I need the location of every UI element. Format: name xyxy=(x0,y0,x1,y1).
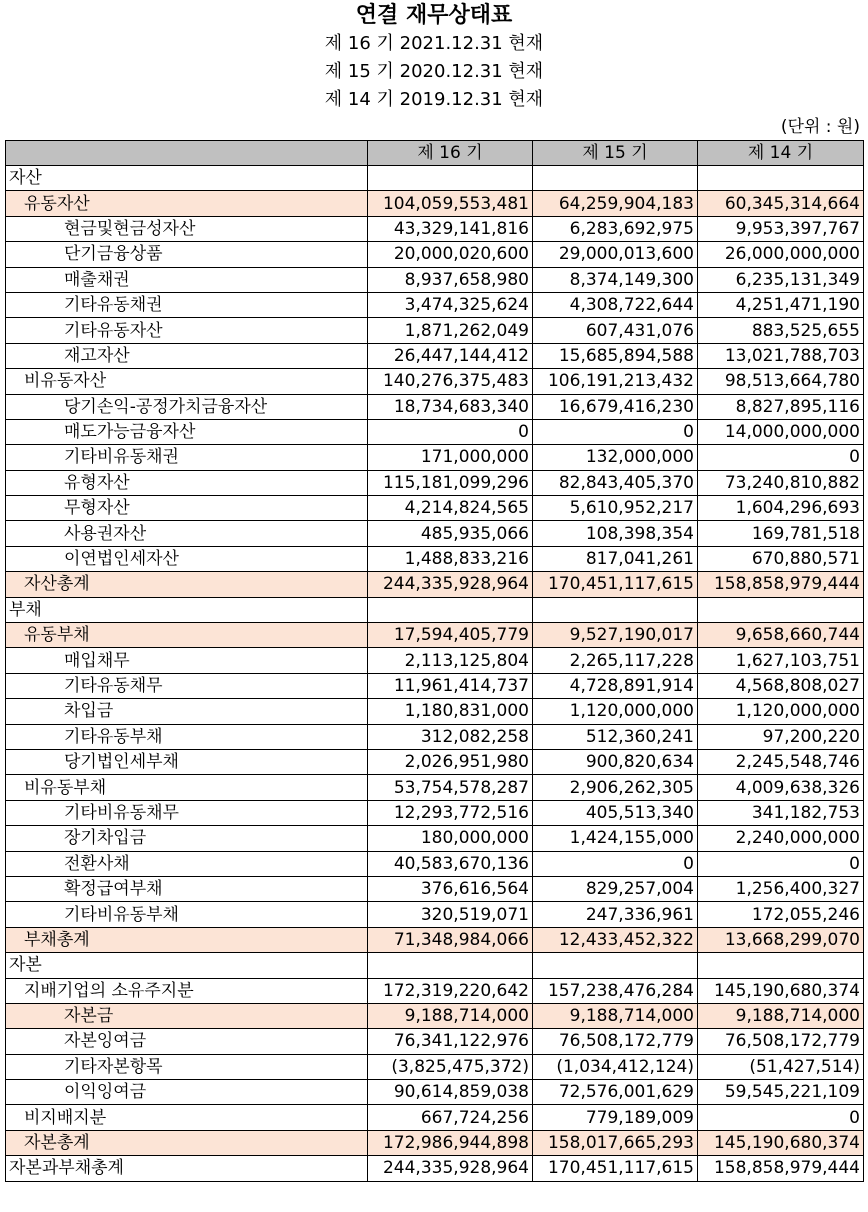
amount-period-16 xyxy=(368,597,533,622)
table-row xyxy=(6,369,864,394)
amount-period-14: 14,000,000,000 xyxy=(698,419,864,444)
table-row xyxy=(6,267,864,292)
amount-period-16: 8,937,658,980 xyxy=(368,267,533,292)
table-row xyxy=(6,394,864,419)
amount-period-16: 43,329,141,816 xyxy=(368,216,533,241)
table-row xyxy=(6,1105,864,1130)
table-row xyxy=(6,1156,864,1181)
amount-period-15: 72,576,001,629 xyxy=(533,1080,698,1105)
table-row xyxy=(6,623,864,648)
table-row xyxy=(6,724,864,749)
amount-period-15: 779,189,009 xyxy=(533,1105,698,1130)
amount-period-14: 1,120,000,000 xyxy=(698,699,864,724)
amount-period-16: 667,724,256 xyxy=(368,1105,533,1130)
balance-sheet-table xyxy=(5,140,864,1182)
amount-period-14: 6,235,131,349 xyxy=(698,267,864,292)
account-label: 기타비유동부채 xyxy=(6,902,368,927)
amount-period-15: 170,451,117,615 xyxy=(533,1156,698,1181)
table-row xyxy=(6,521,864,546)
amount-period-14: 9,658,660,744 xyxy=(698,623,864,648)
amount-period-16: 40,583,670,136 xyxy=(368,851,533,876)
amount-period-16: 320,519,071 xyxy=(368,902,533,927)
account-label: 재고자산 xyxy=(6,343,368,368)
amount-period-16: 171,000,000 xyxy=(368,445,533,470)
account-label: 단기금융상품 xyxy=(6,242,368,267)
amount-period-16: 26,447,144,412 xyxy=(368,343,533,368)
amount-period-16: 104,059,553,481 xyxy=(368,191,533,216)
account-label: 기타자본항목 xyxy=(6,1054,368,1079)
amount-period-16: 376,616,564 xyxy=(368,876,533,901)
amount-period-15 xyxy=(533,597,698,622)
account-label: 매출채권 xyxy=(6,267,368,292)
account-label: 자본총계 xyxy=(6,1130,368,1155)
amount-period-15 xyxy=(533,953,698,978)
account-label: 매입채무 xyxy=(6,648,368,673)
header-account xyxy=(6,141,368,166)
amount-period-15: 9,188,714,000 xyxy=(533,1003,698,1028)
table-row xyxy=(6,546,864,571)
amount-period-16: 12,293,772,516 xyxy=(368,800,533,825)
amount-period-16: 11,961,414,737 xyxy=(368,673,533,698)
amount-period-14: 169,781,518 xyxy=(698,521,864,546)
amount-period-15 xyxy=(533,166,698,191)
amount-period-15: 607,431,076 xyxy=(533,318,698,343)
amount-period-15: 2,265,117,228 xyxy=(533,648,698,673)
table-row xyxy=(6,572,864,597)
amount-period-16 xyxy=(368,166,533,191)
amount-period-15: 247,336,961 xyxy=(533,902,698,927)
amount-period-15: 900,820,634 xyxy=(533,749,698,774)
amount-period-14: 2,245,548,746 xyxy=(698,749,864,774)
amount-period-15: 817,041,261 xyxy=(533,546,698,571)
table-row xyxy=(6,826,864,851)
amount-period-16: 90,614,859,038 xyxy=(368,1080,533,1105)
amount-period-16: 1,871,262,049 xyxy=(368,318,533,343)
amount-period-15: 4,728,891,914 xyxy=(533,673,698,698)
amount-period-15: 1,424,155,000 xyxy=(533,826,698,851)
amount-period-16: 172,319,220,642 xyxy=(368,978,533,1003)
amount-period-15: 16,679,416,230 xyxy=(533,394,698,419)
amount-period-15: 1,120,000,000 xyxy=(533,699,698,724)
header-period-16: 제 16 기 xyxy=(368,141,533,166)
account-label: 자본잉여금 xyxy=(6,1029,368,1054)
amount-period-16: 244,335,928,964 xyxy=(368,1156,533,1181)
account-label: 당기손익-공정가치금융자산 xyxy=(6,394,368,419)
amount-period-15: 9,527,190,017 xyxy=(533,623,698,648)
amount-period-15: 106,191,213,432 xyxy=(533,369,698,394)
account-label: 비유동부채 xyxy=(6,775,368,800)
amount-period-14: 2,240,000,000 xyxy=(698,826,864,851)
table-row xyxy=(6,1130,864,1155)
table-row xyxy=(6,902,864,927)
account-label: 비유동자산 xyxy=(6,369,368,394)
account-label: 기타유동부채 xyxy=(6,724,368,749)
amount-period-15: 405,513,340 xyxy=(533,800,698,825)
amount-period-16: 9,188,714,000 xyxy=(368,1003,533,1028)
amount-period-14: 9,188,714,000 xyxy=(698,1003,864,1028)
table-row xyxy=(6,597,864,622)
amount-period-15: 170,451,117,615 xyxy=(533,572,698,597)
amount-period-16: 20,000,020,600 xyxy=(368,242,533,267)
table-row xyxy=(6,191,864,216)
table-row xyxy=(6,318,864,343)
table-body xyxy=(6,166,864,1182)
table-row xyxy=(6,445,864,470)
account-label: 자본 xyxy=(6,953,368,978)
account-label: 자산 xyxy=(6,166,368,191)
amount-period-16: 172,986,944,898 xyxy=(368,1130,533,1155)
amount-period-14: 145,190,680,374 xyxy=(698,978,864,1003)
amount-period-14: 8,827,895,116 xyxy=(698,394,864,419)
header-period-15: 제 15 기 xyxy=(533,141,698,166)
amount-period-16: 140,276,375,483 xyxy=(368,369,533,394)
amount-period-16: 485,935,066 xyxy=(368,521,533,546)
table-row xyxy=(6,166,864,191)
account-label: 비지배지분 xyxy=(6,1105,368,1130)
amount-period-14: 0 xyxy=(698,445,864,470)
account-label: 자본금 xyxy=(6,1003,368,1028)
table-row xyxy=(6,1029,864,1054)
period-16-subtitle: 제 16 기 2021.12.31 현재 xyxy=(324,33,544,54)
amount-period-14: 97,200,220 xyxy=(698,724,864,749)
period-14-subtitle: 제 14 기 2019.12.31 현재 xyxy=(324,89,544,110)
period-15-subtitle: 제 15 기 2020.12.31 현재 xyxy=(324,61,544,82)
table-row xyxy=(6,775,864,800)
account-label: 부채총계 xyxy=(6,927,368,952)
table-row xyxy=(6,749,864,774)
amount-period-14 xyxy=(698,597,864,622)
amount-period-15: 157,238,476,284 xyxy=(533,978,698,1003)
header-period-14: 제 14 기 xyxy=(698,141,864,166)
amount-period-16: 71,348,984,066 xyxy=(368,927,533,952)
amount-period-14: 145,190,680,374 xyxy=(698,1130,864,1155)
account-label: 유동부채 xyxy=(6,623,368,648)
table-row xyxy=(6,470,864,495)
amount-period-14: 60,345,314,664 xyxy=(698,191,864,216)
table-row xyxy=(6,343,864,368)
amount-period-14: 158,858,979,444 xyxy=(698,1156,864,1181)
amount-period-15: 132,000,000 xyxy=(533,445,698,470)
account-label: 기타유동자산 xyxy=(6,318,368,343)
amount-period-14: 76,508,172,779 xyxy=(698,1029,864,1054)
amount-period-15: 8,374,149,300 xyxy=(533,267,698,292)
account-label: 매도가능금융자산 xyxy=(6,419,368,444)
account-label: 이익잉여금 xyxy=(6,1080,368,1105)
amount-period-14: 158,858,979,444 xyxy=(698,572,864,597)
account-label: 무형자산 xyxy=(6,496,368,521)
table-row xyxy=(6,699,864,724)
table-row xyxy=(6,419,864,444)
amount-period-15: 108,398,354 xyxy=(533,521,698,546)
table-row xyxy=(6,292,864,317)
amount-period-15: 29,000,013,600 xyxy=(533,242,698,267)
amount-period-16: 18,734,683,340 xyxy=(368,394,533,419)
account-label: 유동자산 xyxy=(6,191,368,216)
amount-period-14: 4,009,638,326 xyxy=(698,775,864,800)
amount-period-14: 73,240,810,882 xyxy=(698,470,864,495)
amount-period-14: 26,000,000,000 xyxy=(698,242,864,267)
amount-period-14: 1,604,296,693 xyxy=(698,496,864,521)
amount-period-16: 180,000,000 xyxy=(368,826,533,851)
account-label: 차입금 xyxy=(6,699,368,724)
amount-period-15: 512,360,241 xyxy=(533,724,698,749)
table-row xyxy=(6,1003,864,1028)
account-label: 자산총계 xyxy=(6,572,368,597)
account-label: 이연법인세자산 xyxy=(6,546,368,571)
amount-period-15: 15,685,894,588 xyxy=(533,343,698,368)
amount-period-14: 670,880,571 xyxy=(698,546,864,571)
account-label: 기타비유동채무 xyxy=(6,800,368,825)
amount-period-15: 82,843,405,370 xyxy=(533,470,698,495)
table-row xyxy=(6,978,864,1003)
table-row xyxy=(6,496,864,521)
amount-period-14: 883,525,655 xyxy=(698,318,864,343)
table-row xyxy=(6,851,864,876)
amount-period-16: 2,113,125,804 xyxy=(368,648,533,673)
table-row xyxy=(6,1080,864,1105)
document-title: 연결 재무상태표 xyxy=(355,3,513,28)
amount-period-15: 0 xyxy=(533,419,698,444)
amount-period-15: 158,017,665,293 xyxy=(533,1130,698,1155)
header-row xyxy=(6,141,864,166)
table-row xyxy=(6,216,864,241)
account-label: 당기법인세부채 xyxy=(6,749,368,774)
amount-period-14: 341,182,753 xyxy=(698,800,864,825)
account-label: 기타유동채권 xyxy=(6,292,368,317)
account-label: 지배기업의 소유주지분 xyxy=(6,978,368,1003)
table-row xyxy=(6,876,864,901)
amount-period-16: 3,474,325,624 xyxy=(368,292,533,317)
unit-label: (단위 : 원) xyxy=(780,117,860,137)
table-row xyxy=(6,953,864,978)
amount-period-14: 172,055,246 xyxy=(698,902,864,927)
amount-period-16: (3,825,475,372) xyxy=(368,1054,533,1079)
account-label: 기타유동채무 xyxy=(6,673,368,698)
table-row xyxy=(6,1054,864,1079)
table-row xyxy=(6,648,864,673)
table-row xyxy=(6,800,864,825)
amount-period-16: 0 xyxy=(368,419,533,444)
account-label: 기타비유동채권 xyxy=(6,445,368,470)
amount-period-14: 9,953,397,767 xyxy=(698,216,864,241)
account-label: 현금및현금성자산 xyxy=(6,216,368,241)
amount-period-15: 2,906,262,305 xyxy=(533,775,698,800)
amount-period-14: 1,256,400,327 xyxy=(698,876,864,901)
amount-period-15: 0 xyxy=(533,851,698,876)
table-row xyxy=(6,927,864,952)
account-label: 유형자산 xyxy=(6,470,368,495)
amount-period-15: 64,259,904,183 xyxy=(533,191,698,216)
amount-period-14: 4,251,471,190 xyxy=(698,292,864,317)
amount-period-16: 4,214,824,565 xyxy=(368,496,533,521)
amount-period-14: 59,545,221,109 xyxy=(698,1080,864,1105)
amount-period-14: 13,668,299,070 xyxy=(698,927,864,952)
amount-period-16: 244,335,928,964 xyxy=(368,572,533,597)
amount-period-15: 12,433,452,322 xyxy=(533,927,698,952)
account-label: 전환사채 xyxy=(6,851,368,876)
amount-period-16: 1,488,833,216 xyxy=(368,546,533,571)
account-label: 부채 xyxy=(6,597,368,622)
amount-period-16: 2,026,951,980 xyxy=(368,749,533,774)
amount-period-15: 76,508,172,779 xyxy=(533,1029,698,1054)
account-label: 확정급여부채 xyxy=(6,876,368,901)
amount-period-14: 13,021,788,703 xyxy=(698,343,864,368)
amount-period-16: 312,082,258 xyxy=(368,724,533,749)
amount-period-16 xyxy=(368,953,533,978)
amount-period-14 xyxy=(698,166,864,191)
amount-period-14: 4,568,808,027 xyxy=(698,673,864,698)
amount-period-16: 115,181,099,296 xyxy=(368,470,533,495)
amount-period-16: 76,341,122,976 xyxy=(368,1029,533,1054)
amount-period-15: (1,034,412,124) xyxy=(533,1054,698,1079)
amount-period-14: (51,427,514) xyxy=(698,1054,864,1079)
amount-period-14: 98,513,664,780 xyxy=(698,369,864,394)
account-label: 사용권자산 xyxy=(6,521,368,546)
amount-period-14: 1,627,103,751 xyxy=(698,648,864,673)
amount-period-15: 829,257,004 xyxy=(533,876,698,901)
amount-period-16: 53,754,578,287 xyxy=(368,775,533,800)
table-row xyxy=(6,673,864,698)
account-label: 장기차입금 xyxy=(6,826,368,851)
amount-period-14: 0 xyxy=(698,851,864,876)
account-label: 자본과부채총계 xyxy=(6,1156,368,1181)
amount-period-15: 6,283,692,975 xyxy=(533,216,698,241)
amount-period-16: 1,180,831,000 xyxy=(368,699,533,724)
amount-period-14: 0 xyxy=(698,1105,864,1130)
amount-period-14 xyxy=(698,953,864,978)
table-row xyxy=(6,242,864,267)
amount-period-16: 17,594,405,779 xyxy=(368,623,533,648)
amount-period-15: 5,610,952,217 xyxy=(533,496,698,521)
amount-period-15: 4,308,722,644 xyxy=(533,292,698,317)
